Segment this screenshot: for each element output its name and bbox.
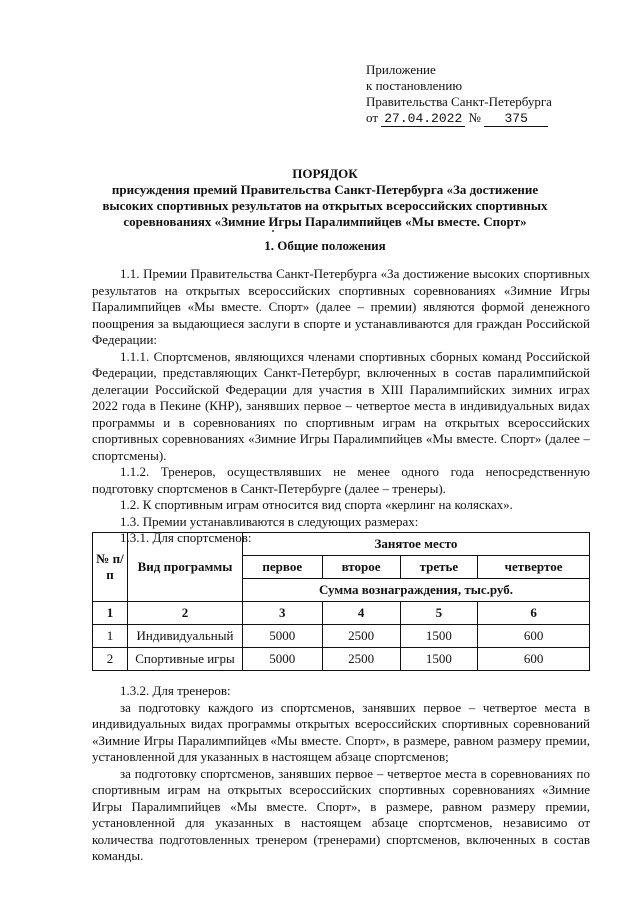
index-cell: 1: [93, 602, 128, 625]
index-cell: 4: [322, 602, 400, 625]
cell-value: 600: [478, 648, 590, 671]
paragraph: 1.3. Премии устанавливаются в следующих размерах:: [120, 513, 419, 529]
cell-value: 1500: [400, 625, 478, 648]
paragraph: за подготовку каждого из спортсменов, занявших первое – четвертое места в индивидуальных видах программы открытых всероссийских спортивных соревнований «Зимние Игры Паралимпийцев «Мы вместе. Спорт», в размере, равном размеру премии, установленной для указанных в настоящем абзаце спортсменов;: [92, 699, 590, 764]
stray-dot: [272, 230, 274, 232]
body-text-bottom: [92, 683, 590, 865]
index-cell: 6: [478, 602, 590, 625]
paragraph: 1.2. К спортивным играм относится вид спорта «керлинг на колясках».: [120, 497, 513, 512]
header-sum: Сумма вознаграждения, тыс.руб.: [243, 579, 590, 602]
cell-value: 5000: [243, 648, 323, 671]
cell-value: 2500: [322, 648, 400, 671]
cell-num: 2: [93, 648, 128, 671]
header-place-4: четвертое: [478, 556, 590, 579]
header-place: Занятое место: [243, 533, 590, 556]
annex-block: [366, 62, 552, 127]
awards-table: [92, 532, 590, 671]
header-kind: Вид программы: [128, 533, 243, 602]
table-row: [93, 648, 590, 671]
header-place-3: третье: [400, 556, 478, 579]
header-place-1: первое: [243, 556, 323, 579]
paragraph: 1.1.1. Спортсменов, являющихся членами спортивных сборных команд Российской Федерации, представляющих Санкт-Петербург, включенных в состав паралимпийской делегации Российской Федерации для участия в XIII Паралимпийских зимних играх 2022 года в Пекине (КНР), занявших первое – четвертое места в индивидуальных видах программы и в соревнованиях по спортивным играм на открытых всероссийских спортивных соревнованиях «Зимние Игры Паралимпийцев «Мы вместе. Спорт» (далее – спортсмены).: [92, 348, 590, 463]
title-line: высоких спортивных результатов на открытых всероссийских спортивных: [102, 198, 548, 213]
title-line: соревнованиях «Зимние Игры Паралимпийцев «Мы вместе. Спорт»: [123, 214, 527, 229]
cell-kind: Индивидуальный: [128, 625, 243, 648]
paragraph: 1.3.2. Для тренеров:: [120, 683, 231, 698]
table-row: [93, 625, 590, 648]
paragraph: 1.3.1. Для спортсменов:: [120, 530, 252, 545]
annex-line: Правительства Санкт-Петербурга: [366, 94, 552, 109]
resolution-number: 375: [484, 112, 548, 127]
index-cell: 5: [400, 602, 478, 625]
annex-line: к постановлению: [366, 78, 463, 93]
paragraph: 1.1.2. Тренеров, осуществлявших не менее одного года непосредственную подготовку спортсменов в Санкт-Петербурге (далее – тренеры).: [92, 464, 590, 496]
cell-value: 600: [478, 625, 590, 648]
cell-value: 2500: [322, 625, 400, 648]
paragraph: за подготовку спортсменов, занявших первое – четвертое места в соревнованиях по спортивным играм на открытых всероссийских спортивных соревнованиях «Зимние Игры Паралимпийцев «Мы вместе. Спорт», в размере, равном размеру премии, установленной для указанных в настоящем абзаце спортсменов, независимо от количества подготовленных тренером (тренерами) спортсменов, включенных в состав команды.: [92, 765, 590, 863]
index-cell: 2: [128, 602, 243, 625]
document-title: [60, 166, 590, 230]
title-heading: ПОРЯДОК: [292, 166, 358, 181]
paragraph: 1.1. Премии Правительства Санкт-Петербурга «За достижение высоких спортивных результатов на открытых всероссийских спортивных соревнованиях «Зимние Игры Паралимпийцев «Мы вместе. Спорт» (далее – премии) являются формой денежного поощрения за выдающиеся заслуги в спорте и устанавливаются для граждан Российской Федерации:: [92, 266, 590, 347]
cell-value: 1500: [400, 648, 478, 671]
header-place-2: второе: [322, 556, 400, 579]
annex-line: Приложение: [366, 62, 436, 77]
section-heading: 1. Общие положения: [264, 238, 386, 253]
number-prefix: №: [468, 110, 481, 125]
title-line: присуждения премий Правительства Санкт-Петербурга «За достижение: [111, 182, 539, 197]
body-text-top: [92, 266, 590, 547]
header-num: № п/п: [93, 533, 128, 602]
annex-date-line: [366, 110, 552, 127]
cell-kind: Спортивные игры: [128, 648, 243, 671]
index-cell: 3: [243, 602, 323, 625]
resolution-date: 27.04.2022: [381, 112, 465, 127]
cell-num: 1: [93, 625, 128, 648]
cell-value: 5000: [243, 625, 323, 648]
date-prefix: от: [366, 110, 379, 125]
